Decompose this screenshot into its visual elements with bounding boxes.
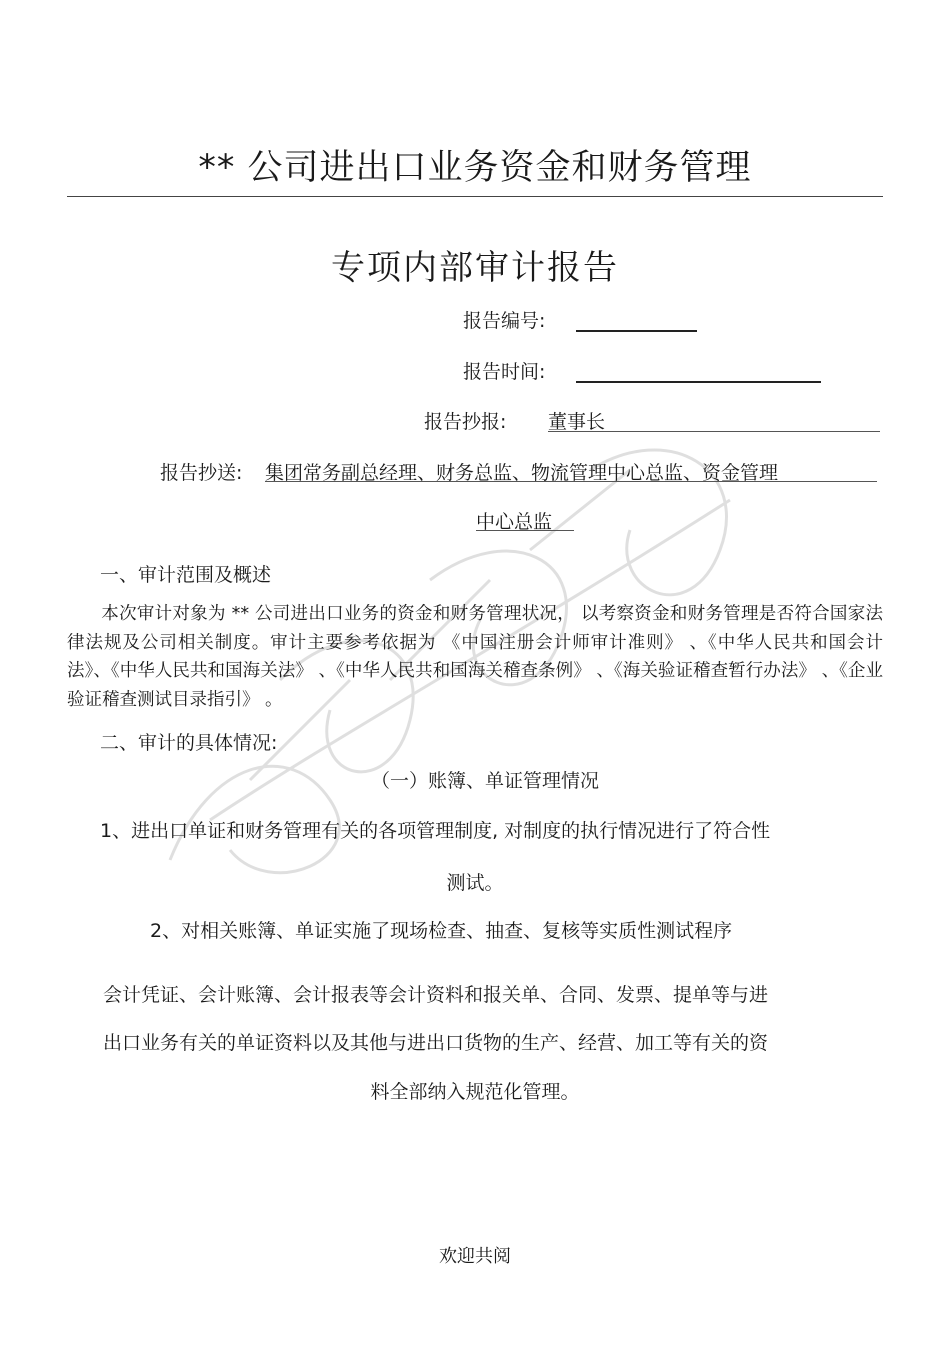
report-send-label: 报告抄送: xyxy=(160,462,243,484)
document-title: ** 公司进出口业务资金和财务管理 xyxy=(198,148,752,188)
report-send-value-line2: 中心总监 xyxy=(476,511,553,533)
page-footer: 欢迎共阅 xyxy=(439,1246,511,1267)
report-time-label: 报告时间: xyxy=(463,361,546,383)
item2-line1: 2、对相关账簿、单证实施了现场检查、抽查、复核等实质性测试程序 xyxy=(150,920,733,942)
section2-heading: 二、审计的具体情况: xyxy=(100,732,278,754)
section1-paragraph xyxy=(67,600,883,714)
title-divider xyxy=(67,196,883,197)
subsection1-heading: （一）账簿、单证管理情况 xyxy=(370,770,599,792)
report-copy-underline xyxy=(548,431,880,432)
item1-line2: 测试。 xyxy=(446,872,504,894)
report-copy-value: 董事长 xyxy=(548,411,606,433)
report-copy-label: 报告抄报: xyxy=(424,411,507,433)
item2-line4: 料全部纳入规范化管理。 xyxy=(370,1081,580,1103)
report-send-underline-2 xyxy=(476,530,574,531)
report-send-underline-1 xyxy=(265,481,877,482)
item1-line1: 1、进出口单证和财务管理有关的各项管理制度, 对制度的执行情况进行了符合性 xyxy=(100,820,771,842)
report-number-label: 报告编号: xyxy=(463,310,546,332)
section1-paragraph-text: 本次审计对象为 ** 公司进出口业务的资金和财务管理状况， 以考察资金和财务管理是否符合国家法律法规及公司相关制度。审计主要参考依据为 《中国注册会计师审计准则》 、《中华人民共和国会计法》、《中华人民共和国海关法》 、《中华人民共和国海关稽查条例》 、《海关验证稽查暂行办法》 、《企业验证稽查测试目录指引》 。 xyxy=(67,604,883,710)
section1-heading: 一、审计范围及概述 xyxy=(100,564,272,586)
report-number-blank xyxy=(576,308,697,332)
item2-line2: 会计凭证、会计账簿、会计报表等会计资料和报关单、合同、发票、提单等与进 xyxy=(103,984,769,1006)
item2-line3: 出口业务有关的单证资料以及其他与进出口货物的生产、经营、加工等有关的资 xyxy=(103,1032,769,1054)
report-send-value-line1: 集团常务副总经理、财务总监、物流管理中心总监、资金管理 xyxy=(265,462,779,484)
document-subtitle: 专项内部审计报告 xyxy=(331,248,619,288)
report-time-blank xyxy=(576,359,821,383)
